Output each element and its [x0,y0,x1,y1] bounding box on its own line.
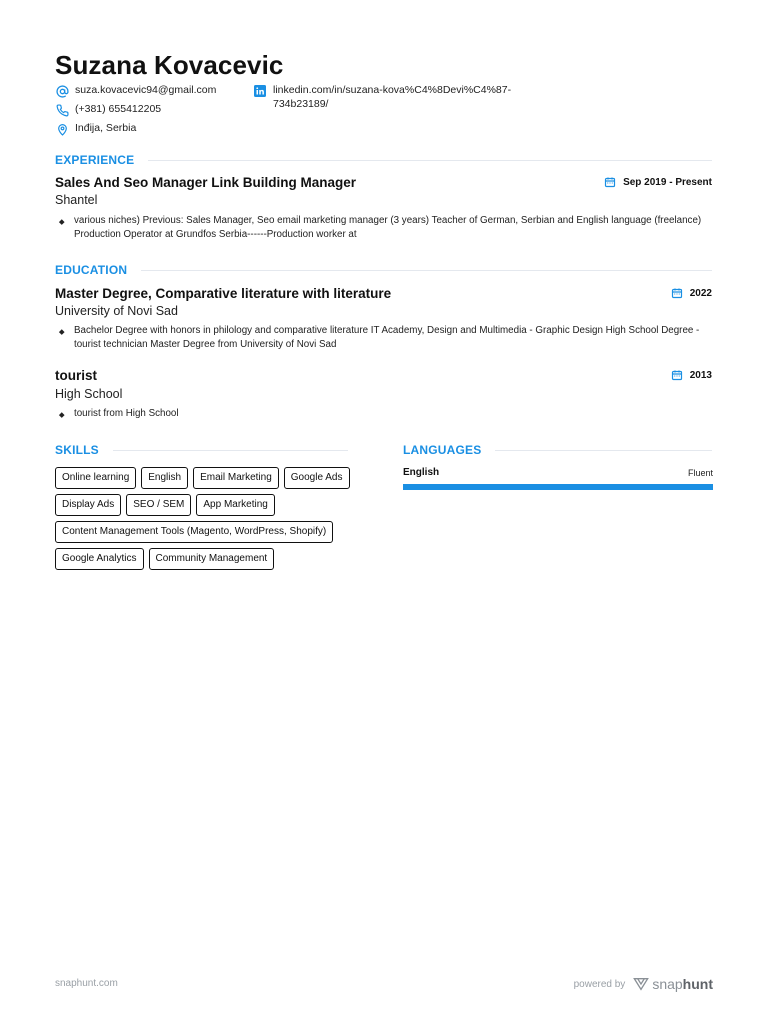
language-proficiency-fill [403,484,713,490]
skill-tag: App Marketing [196,494,274,516]
contact-email[interactable] [55,84,245,103]
education-bullet: tourist from High School [60,407,710,421]
calendar-icon [671,287,683,299]
contact-phone[interactable] [55,103,245,122]
job-date [604,176,712,188]
linkedin-icon [253,84,267,98]
education-date [671,369,712,381]
language-name: English [403,467,440,478]
location-pin-icon [55,122,69,136]
skill-tag: Google Ads [284,467,350,489]
skill-tag: Display Ads [55,494,121,516]
job-company: Shantel [55,193,98,207]
education-title: tourist [55,368,97,383]
powered-by-text: powered by [573,978,626,990]
contact-column-left [55,84,245,141]
languages-section-header [403,443,712,457]
education-school: University of Novi Sad [55,304,178,318]
skills-section-header [55,443,348,457]
skills-list [55,467,355,575]
skill-tag: Google Analytics [55,548,144,570]
language-proficiency-bar [403,484,713,490]
phone-icon [55,103,69,117]
language-level: Fluent [687,467,713,478]
linkedin-text: linkedin.com/in/suzana-kova%C4%8Devi%C4%87-734b23189/ [273,84,512,110]
contact-linkedin[interactable] [253,84,513,111]
footer-powered-by[interactable] [574,976,713,992]
education-title: Master Degree, Comparative literature with literature [55,286,392,301]
section-divider [495,450,712,451]
section-divider [141,270,712,271]
brand-hunt: hunt [682,976,713,992]
education-school: High School [55,387,123,401]
education-section-header [55,263,712,277]
at-icon [55,84,69,98]
job-title: Sales And Seo Manager Link Building Manager [55,175,357,190]
section-divider [148,160,712,161]
candidate-name: Suzana Kovacevic [55,50,284,80]
contact-location [55,122,245,141]
calendar-icon [604,176,616,188]
contact-column-right [253,84,513,111]
skill-tag: Content Management Tools (Magento, WordPress, Shopify) [55,521,333,543]
snaphunt-logo [633,976,713,992]
skill-tag: Online learning [55,467,136,489]
phone-text: (+381) 655412205 [75,103,162,115]
skill-tag: SEO / SEM [126,494,191,516]
calendar-icon [671,369,683,381]
section-title-languages: LANGUAGES [403,443,482,457]
brand-snap: snap [652,976,683,992]
section-title-experience: EXPERIENCE [55,153,135,167]
education-date-text: 2022 [689,287,712,299]
snaphunt-logo-icon [633,977,649,991]
skill-tag: English [141,467,188,489]
email-text: suza.kovacevic94@gmail.com [75,84,217,96]
job-date-text: Sep 2019 - Present [623,176,712,188]
skill-tag: Email Marketing [193,467,279,489]
language-item [403,467,713,490]
education-date-text: 2013 [689,369,712,381]
education-bullet: Bachelor Degree with honors in philology and comparative literature IT Academy, Design and Multimedia - Graphic Design High School Degree - tourist technician Master Degree from University of Novi Sad [60,324,710,352]
section-title-education: EDUCATION [55,263,128,277]
job-bullet: various niches) Previous: Sales Manager, Seo email marketing manager (3 years) Teacher of German, Serbian and English language (freelance) Production Operator at Grundfos Serbia------Production worker at [60,214,710,242]
location-text: Inđija, Serbia [75,122,137,134]
education-date [671,287,712,299]
skill-tag: Community Management [149,548,275,570]
experience-section-header [55,153,712,167]
footer-site-link[interactable]: snaphunt.com [55,978,118,989]
section-title-skills: SKILLS [55,443,99,457]
section-divider [113,450,348,451]
